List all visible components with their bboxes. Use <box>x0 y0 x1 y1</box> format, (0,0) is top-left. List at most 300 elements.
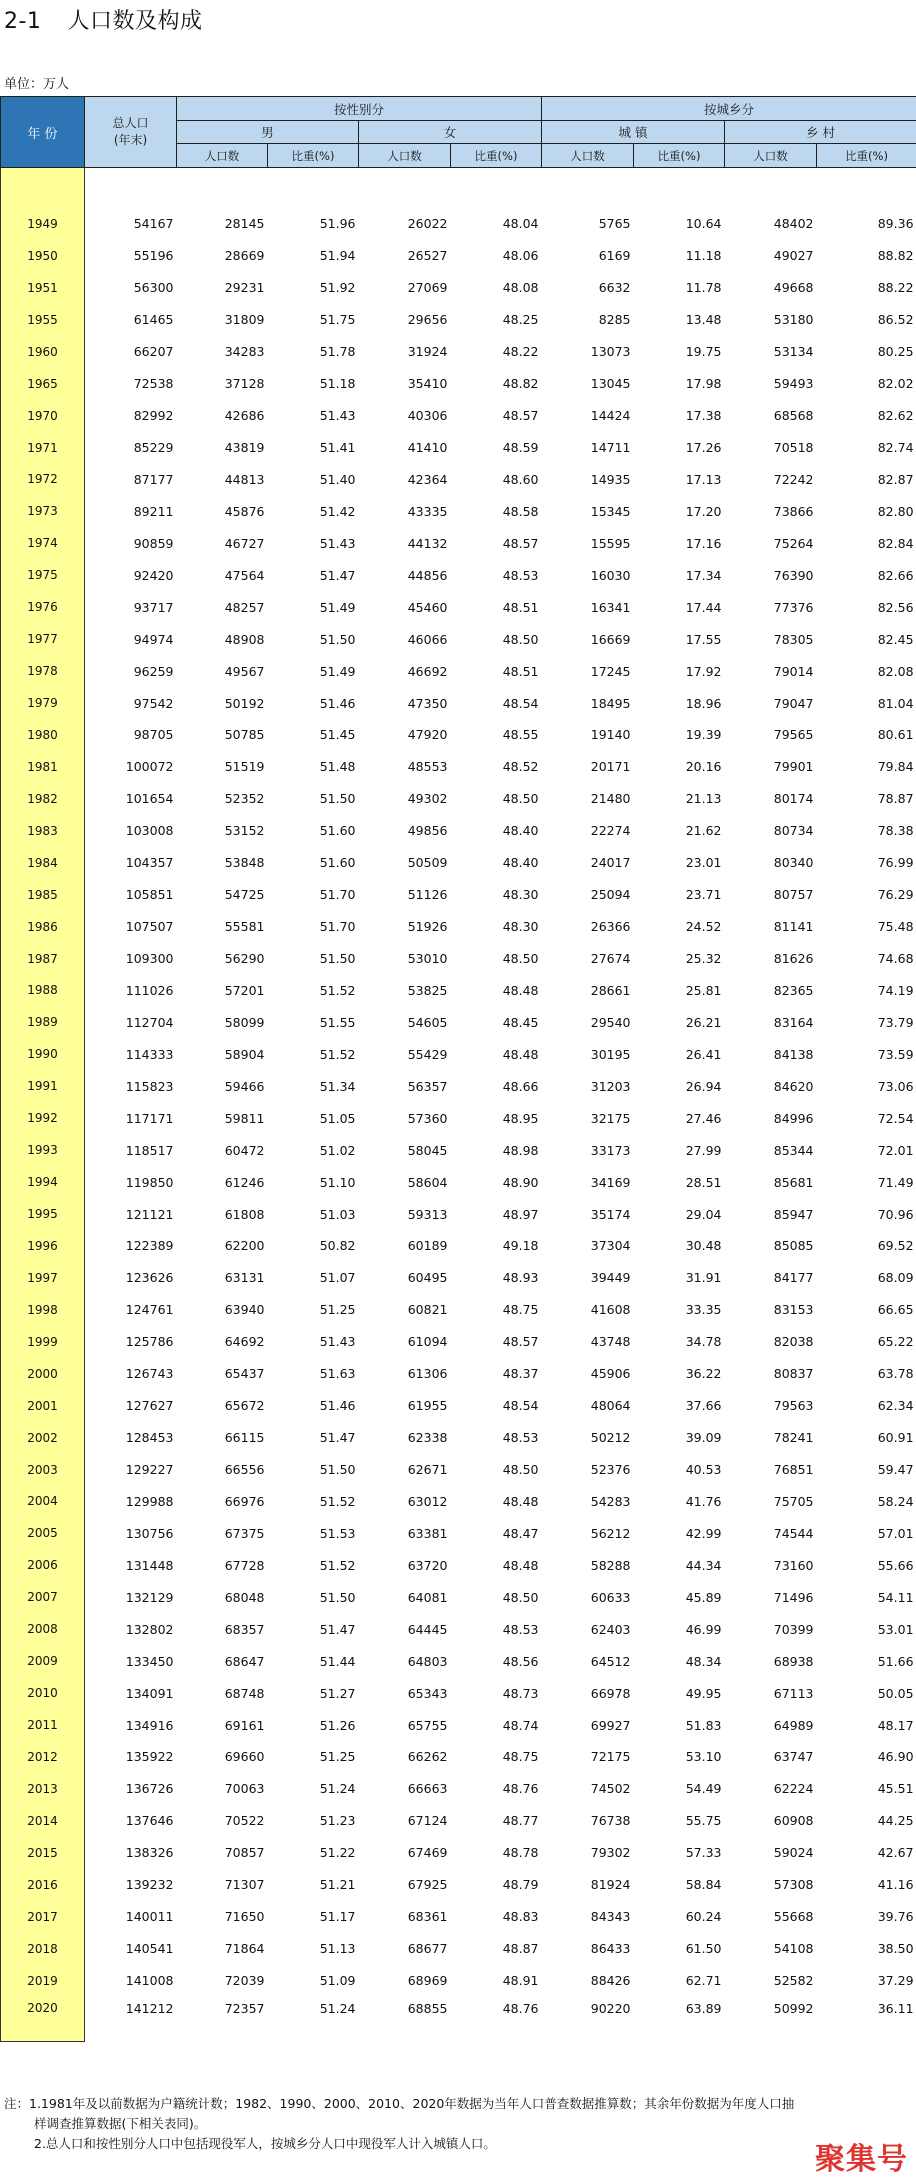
header-rural-population: 人口数 <box>725 144 817 168</box>
rural-population-cell: 80837 <box>773 1366 814 1382</box>
male-population-cell: 61246 <box>224 1174 265 1190</box>
table-row <box>1 1198 916 1230</box>
rural-population-cell: 79047 <box>773 695 814 711</box>
rural-population-cell: 76851 <box>773 1462 814 1478</box>
table-row <box>1 400 916 432</box>
male-population-cell: 51519 <box>224 759 265 775</box>
rural-share-cell: 58.24 <box>877 1493 914 1509</box>
total-cell: 128453 <box>125 1430 174 1446</box>
total-cell: 134091 <box>125 1685 174 1701</box>
urban-share-cell: 10.64 <box>685 216 722 232</box>
urban-share-cell: 60.24 <box>685 1909 722 1925</box>
rural-share-cell: 54.11 <box>877 1589 914 1605</box>
female-population-cell: 53010 <box>407 951 448 967</box>
year-cell: 1981 <box>1 751 85 783</box>
year-cell: 1978 <box>1 655 85 687</box>
urban-population-cell: 43748 <box>590 1334 631 1350</box>
urban-population-cell: 74502 <box>590 1781 631 1797</box>
total-cell: 136726 <box>125 1781 174 1797</box>
female-population-cell: 45460 <box>407 599 448 615</box>
urban-share-cell: 25.81 <box>685 982 722 998</box>
male-share-cell: 51.46 <box>319 1398 356 1414</box>
male-share-cell: 51.24 <box>319 2000 356 2016</box>
urban-share-cell: 17.26 <box>685 440 722 456</box>
urban-share-cell: 17.44 <box>685 599 722 615</box>
urban-share-cell: 26.41 <box>685 1046 722 1062</box>
header-male-population: 人口数 <box>177 144 268 168</box>
urban-population-cell: 79302 <box>590 1845 631 1861</box>
male-share-cell: 51.42 <box>319 503 356 519</box>
female-population-cell: 63012 <box>407 1493 448 1509</box>
urban-share-cell: 54.49 <box>685 1781 722 1797</box>
rural-share-cell: 42.67 <box>877 1845 914 1861</box>
total-cell: 141212 <box>125 2000 174 2016</box>
male-population-cell: 42686 <box>224 408 265 424</box>
year-cell: 1977 <box>1 623 85 655</box>
year-cell: 1997 <box>1 1262 85 1294</box>
rural-population-cell: 70518 <box>773 440 814 456</box>
female-population-cell: 35410 <box>407 376 448 392</box>
year-cell: 1970 <box>1 400 85 432</box>
female-population-cell: 42364 <box>407 471 448 487</box>
year-cell: 2002 <box>1 1422 85 1454</box>
urban-population-cell: 33173 <box>590 1142 631 1158</box>
female-population-cell: 53825 <box>407 982 448 998</box>
table-row <box>1 304 916 336</box>
spacer-cell <box>85 168 916 209</box>
female-share-cell: 48.37 <box>502 1366 539 1382</box>
year-cell: 1987 <box>1 943 85 975</box>
rural-population-cell: 84138 <box>773 1046 814 1062</box>
male-share-cell: 51.10 <box>319 1174 356 1190</box>
rural-share-cell: 86.52 <box>877 312 914 328</box>
urban-share-cell: 19.75 <box>685 344 722 360</box>
male-population-cell: 50785 <box>224 727 265 743</box>
rural-share-cell: 82.02 <box>877 376 914 392</box>
urban-share-cell: 29.04 <box>685 1206 722 1222</box>
table-row <box>1 1741 916 1773</box>
urban-population-cell: 41608 <box>590 1302 631 1318</box>
year-cell: 1982 <box>1 783 85 815</box>
table-row <box>1 687 916 719</box>
male-population-cell: 57201 <box>224 982 265 998</box>
rural-share-cell: 88.82 <box>877 248 914 264</box>
male-population-cell: 48908 <box>224 631 265 647</box>
female-share-cell: 48.57 <box>502 1334 539 1350</box>
year-cell: 1960 <box>1 336 85 368</box>
urban-population-cell: 13073 <box>590 344 631 360</box>
total-cell: 97542 <box>133 695 174 711</box>
table-row <box>1 847 916 879</box>
rural-population-cell: 49668 <box>773 280 814 296</box>
header-male-share: 比重(%) <box>268 144 359 168</box>
female-share-cell: 48.50 <box>502 631 539 647</box>
year-cell: 1998 <box>1 1294 85 1326</box>
rural-population-cell: 50992 <box>773 2000 814 2016</box>
rural-population-cell: 59024 <box>773 1845 814 1861</box>
female-share-cell: 48.82 <box>502 376 539 392</box>
female-population-cell: 47350 <box>407 695 448 711</box>
total-cell: 125786 <box>125 1334 174 1350</box>
female-share-cell: 48.40 <box>502 855 539 871</box>
urban-share-cell: 27.99 <box>685 1142 722 1158</box>
urban-share-cell: 21.62 <box>685 823 722 839</box>
year-cell: 1990 <box>1 1038 85 1070</box>
female-share-cell: 48.78 <box>502 1845 539 1861</box>
year-cell: 2018 <box>1 1933 85 1965</box>
table-row <box>1 1006 916 1038</box>
unit-label: 单位：万人 <box>4 77 70 92</box>
female-share-cell: 48.48 <box>502 1046 539 1062</box>
female-share-cell: 48.57 <box>502 408 539 424</box>
rural-share-cell: 53.01 <box>877 1621 914 1637</box>
male-population-cell: 67375 <box>224 1525 265 1541</box>
male-share-cell: 51.50 <box>319 631 356 647</box>
table-row <box>1 943 916 975</box>
table-row <box>1 815 916 847</box>
urban-population-cell: 8285 <box>598 312 631 328</box>
urban-population-cell: 52376 <box>590 1462 631 1478</box>
rural-population-cell: 64989 <box>773 1717 814 1733</box>
urban-share-cell: 39.09 <box>685 1430 722 1446</box>
urban-share-cell: 26.94 <box>685 1078 722 1094</box>
table-row <box>1 1933 916 1965</box>
female-share-cell: 48.75 <box>502 1302 539 1318</box>
female-population-cell: 50509 <box>407 855 448 871</box>
male-share-cell: 51.52 <box>319 982 356 998</box>
female-population-cell: 62338 <box>407 1430 448 1446</box>
urban-share-cell: 23.01 <box>685 855 722 871</box>
urban-population-cell: 16341 <box>590 599 631 615</box>
urban-population-cell: 76738 <box>590 1813 631 1829</box>
rural-share-cell: 44.25 <box>877 1813 914 1829</box>
male-population-cell: 52352 <box>224 791 265 807</box>
female-share-cell: 48.53 <box>502 567 539 583</box>
urban-share-cell: 17.92 <box>685 663 722 679</box>
male-share-cell: 50.82 <box>319 1238 356 1254</box>
rural-share-cell: 72.54 <box>877 1110 914 1126</box>
total-cell: 107507 <box>125 919 174 935</box>
female-share-cell: 48.79 <box>502 1877 539 1893</box>
female-population-cell: 49856 <box>407 823 448 839</box>
male-share-cell: 51.96 <box>319 216 356 232</box>
rural-population-cell: 81626 <box>773 951 814 967</box>
header-total-line2: (年末) <box>113 133 148 147</box>
female-population-cell: 65343 <box>407 1685 448 1701</box>
female-share-cell: 48.51 <box>502 663 539 679</box>
table-row <box>1 527 916 559</box>
urban-population-cell: 21480 <box>590 791 631 807</box>
male-population-cell: 37128 <box>224 376 265 392</box>
year-cell: 2010 <box>1 1677 85 1709</box>
male-share-cell: 51.23 <box>319 1813 356 1829</box>
male-share-cell: 51.70 <box>319 887 356 903</box>
female-share-cell: 48.48 <box>502 1557 539 1573</box>
female-share-cell: 48.56 <box>502 1653 539 1669</box>
female-share-cell: 48.30 <box>502 919 539 935</box>
table-row <box>1 623 916 655</box>
female-share-cell: 48.57 <box>502 535 539 551</box>
male-share-cell: 51.47 <box>319 1621 356 1637</box>
rural-population-cell: 83164 <box>773 1014 814 1030</box>
total-cell: 109300 <box>125 951 174 967</box>
total-cell: 117171 <box>125 1110 174 1126</box>
female-share-cell: 48.40 <box>502 823 539 839</box>
female-share-cell: 48.47 <box>502 1525 539 1541</box>
year-cell: 1972 <box>1 464 85 496</box>
male-population-cell: 65672 <box>224 1398 265 1414</box>
total-cell: 130756 <box>125 1525 174 1541</box>
male-population-cell: 63940 <box>224 1302 265 1318</box>
male-population-cell: 62200 <box>224 1238 265 1254</box>
population-table <box>0 96 916 2042</box>
header-total <box>85 97 177 168</box>
table-row <box>1 591 916 623</box>
male-share-cell: 51.45 <box>319 727 356 743</box>
female-population-cell: 66262 <box>407 1749 448 1765</box>
table-row <box>1 1326 916 1358</box>
rural-population-cell: 63747 <box>773 1749 814 1765</box>
header-by-sex: 按性别分 <box>177 97 542 121</box>
male-population-cell: 69161 <box>224 1717 265 1733</box>
urban-share-cell: 21.13 <box>685 791 722 807</box>
urban-share-cell: 42.99 <box>685 1525 722 1541</box>
female-population-cell: 61094 <box>407 1334 448 1350</box>
female-population-cell: 63720 <box>407 1557 448 1573</box>
total-cell: 61465 <box>133 312 174 328</box>
male-population-cell: 70063 <box>224 1781 265 1797</box>
rural-share-cell: 55.66 <box>877 1557 914 1573</box>
rural-share-cell: 73.59 <box>877 1046 914 1062</box>
male-population-cell: 68357 <box>224 1621 265 1637</box>
female-population-cell: 51126 <box>407 887 448 903</box>
female-share-cell: 48.51 <box>502 599 539 615</box>
total-cell: 66207 <box>133 344 174 360</box>
female-share-cell: 48.50 <box>502 791 539 807</box>
total-cell: 93717 <box>133 599 174 615</box>
table-row <box>1 1166 916 1198</box>
female-population-cell: 64445 <box>407 1621 448 1637</box>
urban-population-cell: 62403 <box>590 1621 631 1637</box>
total-cell: 111026 <box>125 982 174 998</box>
rural-share-cell: 78.38 <box>877 823 914 839</box>
header-male: 男 <box>177 121 359 144</box>
female-share-cell: 48.30 <box>502 887 539 903</box>
rural-population-cell: 62224 <box>773 1781 814 1797</box>
rural-share-cell: 66.65 <box>877 1302 914 1318</box>
rural-share-cell: 68.09 <box>877 1270 914 1286</box>
rural-population-cell: 84620 <box>773 1078 814 1094</box>
year-cell: 2004 <box>1 1486 85 1518</box>
male-share-cell: 51.26 <box>319 1717 356 1733</box>
year-cell: 1980 <box>1 719 85 751</box>
male-population-cell: 58904 <box>224 1046 265 1062</box>
rural-population-cell: 60908 <box>773 1813 814 1829</box>
table-number: 2-1 <box>4 9 42 34</box>
rural-share-cell: 79.84 <box>877 759 914 775</box>
rural-population-cell: 85085 <box>773 1238 814 1254</box>
urban-share-cell: 40.53 <box>685 1462 722 1478</box>
female-share-cell: 48.76 <box>502 2000 539 2016</box>
rural-share-cell: 51.66 <box>877 1653 914 1669</box>
rural-share-cell: 74.68 <box>877 951 914 967</box>
female-population-cell: 68677 <box>407 1941 448 1957</box>
female-share-cell: 48.97 <box>502 1206 539 1222</box>
male-population-cell: 48257 <box>224 599 265 615</box>
male-population-cell: 58099 <box>224 1014 265 1030</box>
female-share-cell: 48.48 <box>502 982 539 998</box>
male-share-cell: 51.94 <box>319 248 356 264</box>
urban-share-cell: 53.10 <box>685 1749 722 1765</box>
year-cell: 2000 <box>1 1358 85 1390</box>
male-population-cell: 54725 <box>224 887 265 903</box>
table-row <box>1 1038 916 1070</box>
female-population-cell: 57360 <box>407 1110 448 1126</box>
female-share-cell: 48.04 <box>502 216 539 232</box>
table-row <box>1 751 916 783</box>
total-cell: 101654 <box>125 791 174 807</box>
table-spacer-row <box>1 168 916 209</box>
rural-share-cell: 82.74 <box>877 440 914 456</box>
female-share-cell: 48.50 <box>502 1589 539 1605</box>
male-population-cell: 66115 <box>224 1430 265 1446</box>
urban-share-cell: 36.22 <box>685 1366 722 1382</box>
male-share-cell: 51.78 <box>319 344 356 360</box>
rural-population-cell: 76390 <box>773 567 814 583</box>
male-share-cell: 51.47 <box>319 567 356 583</box>
total-cell: 98705 <box>133 727 174 743</box>
total-cell: 129988 <box>125 1493 174 1509</box>
female-share-cell: 48.90 <box>502 1174 539 1190</box>
male-share-cell: 51.50 <box>319 1462 356 1478</box>
female-population-cell: 44132 <box>407 535 448 551</box>
rural-population-cell: 54108 <box>773 1941 814 1957</box>
female-population-cell: 66663 <box>407 1781 448 1797</box>
total-cell: 129227 <box>125 1462 174 1478</box>
rural-share-cell: 73.06 <box>877 1078 914 1094</box>
male-population-cell: 68748 <box>224 1685 265 1701</box>
urban-share-cell: 46.99 <box>685 1621 722 1637</box>
rural-population-cell: 80174 <box>773 791 814 807</box>
male-share-cell: 51.53 <box>319 1525 356 1541</box>
total-cell: 132129 <box>125 1589 174 1605</box>
female-share-cell: 48.66 <box>502 1078 539 1094</box>
male-share-cell: 51.63 <box>319 1366 356 1382</box>
urban-population-cell: 22274 <box>590 823 631 839</box>
female-population-cell: 68361 <box>407 1909 448 1925</box>
rural-population-cell: 79563 <box>773 1398 814 1414</box>
table-row <box>1 975 916 1007</box>
male-share-cell: 51.70 <box>319 919 356 935</box>
rural-population-cell: 79901 <box>773 759 814 775</box>
rural-population-cell: 68938 <box>773 1653 814 1669</box>
table-row <box>1 208 916 240</box>
male-population-cell: 59811 <box>224 1110 265 1126</box>
urban-population-cell: 88426 <box>590 1973 631 1989</box>
total-cell: 82992 <box>133 408 174 424</box>
urban-share-cell: 41.76 <box>685 1493 722 1509</box>
male-population-cell: 70857 <box>224 1845 265 1861</box>
urban-population-cell: 28661 <box>590 982 631 998</box>
header-urban-share: 比重(%) <box>634 144 725 168</box>
rural-population-cell: 80757 <box>773 887 814 903</box>
header-female: 女 <box>359 121 542 144</box>
male-share-cell: 51.50 <box>319 951 356 967</box>
total-cell: 140541 <box>125 1941 174 1957</box>
male-population-cell: 43819 <box>224 440 265 456</box>
female-population-cell: 60495 <box>407 1270 448 1286</box>
urban-share-cell: 55.75 <box>685 1813 722 1829</box>
year-cell: 1996 <box>1 1230 85 1262</box>
male-population-cell: 55581 <box>224 919 265 935</box>
rural-share-cell: 36.11 <box>877 2000 914 2016</box>
total-cell: 138326 <box>125 1845 174 1861</box>
female-population-cell: 61955 <box>407 1398 448 1414</box>
rural-share-cell: 63.78 <box>877 1366 914 1382</box>
year-cell: 2013 <box>1 1773 85 1805</box>
male-population-cell: 63131 <box>224 1270 265 1286</box>
urban-population-cell: 81924 <box>590 1877 631 1893</box>
male-share-cell: 51.47 <box>319 1430 356 1446</box>
urban-population-cell: 45906 <box>590 1366 631 1382</box>
male-share-cell: 51.02 <box>319 1142 356 1158</box>
table-row <box>1 1837 916 1869</box>
header-rural: 乡 村 <box>725 121 916 144</box>
year-cell: 2012 <box>1 1741 85 1773</box>
rural-share-cell: 82.66 <box>877 567 914 583</box>
rural-share-cell: 82.87 <box>877 471 914 487</box>
table-row <box>1 559 916 591</box>
female-population-cell: 68969 <box>407 1973 448 1989</box>
rural-population-cell: 80734 <box>773 823 814 839</box>
male-share-cell: 51.75 <box>319 312 356 328</box>
male-population-cell: 47564 <box>224 567 265 583</box>
rural-population-cell: 74544 <box>773 1525 814 1541</box>
urban-population-cell: 14424 <box>590 408 631 424</box>
table-row <box>1 1230 916 1262</box>
rural-population-cell: 53134 <box>773 344 814 360</box>
urban-population-cell: 56212 <box>590 1525 631 1541</box>
female-share-cell: 48.25 <box>502 312 539 328</box>
rural-share-cell: 46.90 <box>877 1749 914 1765</box>
table-row <box>1 368 916 400</box>
table-row <box>1 1294 916 1326</box>
total-cell: 90859 <box>133 535 174 551</box>
urban-population-cell: 13045 <box>590 376 631 392</box>
urban-population-cell: 84343 <box>590 1909 631 1925</box>
total-cell: 127627 <box>125 1398 174 1414</box>
male-population-cell: 34283 <box>224 344 265 360</box>
female-population-cell: 48553 <box>407 759 448 775</box>
urban-population-cell: 14935 <box>590 471 631 487</box>
female-share-cell: 48.58 <box>502 503 539 519</box>
urban-population-cell: 66978 <box>590 1685 631 1701</box>
male-share-cell: 51.03 <box>319 1206 356 1222</box>
year-cell: 1979 <box>1 687 85 719</box>
footnotes <box>4 2094 824 2154</box>
urban-share-cell: 62.71 <box>685 1973 722 1989</box>
total-cell: 105851 <box>125 887 174 903</box>
female-population-cell: 64803 <box>407 1653 448 1669</box>
female-population-cell: 44856 <box>407 567 448 583</box>
male-population-cell: 65437 <box>224 1366 265 1382</box>
rural-population-cell: 57308 <box>773 1877 814 1893</box>
table-row <box>1 336 916 368</box>
male-population-cell: 29231 <box>224 280 265 296</box>
year-cell: 1994 <box>1 1166 85 1198</box>
header-year: 年 份 <box>1 97 85 168</box>
total-cell: 115823 <box>125 1078 174 1094</box>
